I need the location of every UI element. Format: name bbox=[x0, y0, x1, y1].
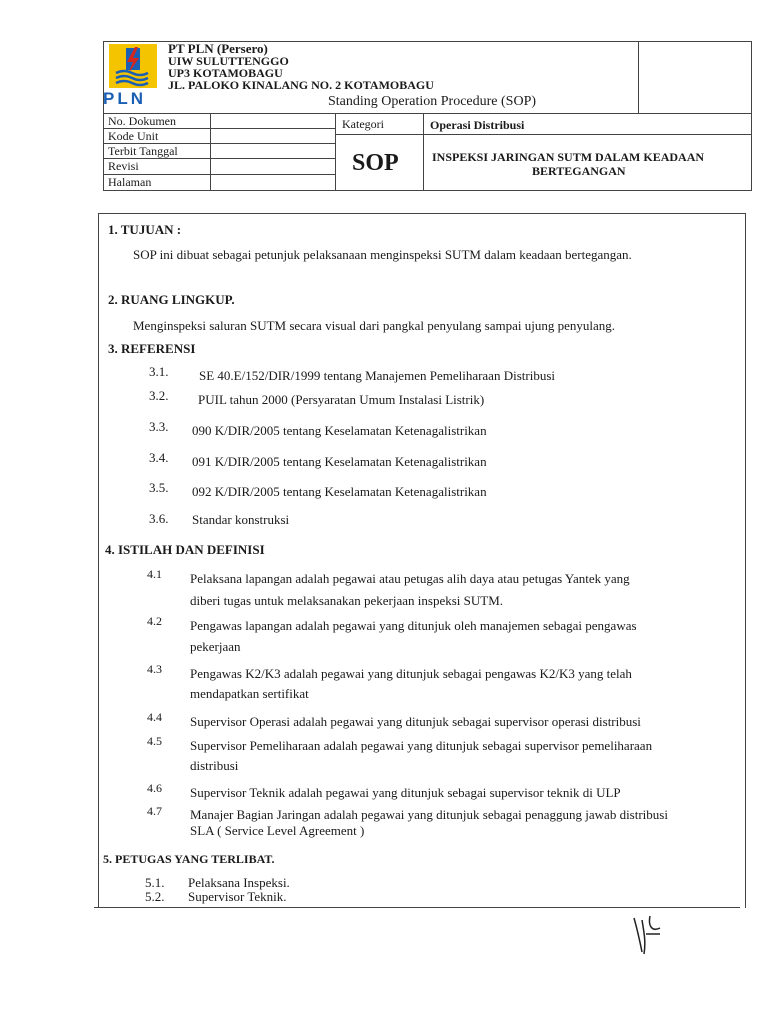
section-2-title: 2. RUANG LINGKUP. bbox=[108, 292, 235, 307]
pln-logo-icon bbox=[108, 43, 158, 89]
ref-num: 3.2. bbox=[149, 388, 169, 403]
signature-mark bbox=[630, 912, 670, 956]
unit-line-2: UP3 KOTAMOBAGU bbox=[168, 66, 283, 80]
def-line-1: Pengawas lapangan adalah pegawai yang ditunjuk oleh manajemen sebagai pengawas bbox=[190, 618, 637, 633]
def-line-1: Supervisor Operasi adalah pegawai yang ditunjuk sebagai supervisor operasi distribusi bbox=[190, 714, 641, 729]
doc-type-title: Standing Operation Procedure (SOP) bbox=[328, 94, 537, 109]
section-1-title: 1. TUJUAN : bbox=[108, 222, 182, 237]
section-4-title: 4. ISTILAH DAN DEFINISI bbox=[105, 542, 265, 557]
ref-num: 3.3. bbox=[149, 419, 169, 434]
kategori-value: Operasi Distribusi bbox=[430, 118, 525, 132]
logo-text: PLN bbox=[103, 89, 146, 108]
ref-text: Standar konstruksi bbox=[192, 512, 290, 527]
sop-title-line-1: INSPEKSI JARINGAN SUTM DALAM KEADAAN bbox=[432, 150, 705, 164]
ref-num: 3.5. bbox=[149, 480, 169, 495]
def-num: 4.4 bbox=[147, 710, 162, 724]
section-2-text: Menginspeksi saluran SUTM secara visual dari pangkal penyulang sampai ujung penyulang. bbox=[133, 318, 615, 333]
def-line-1: Pengawas K2/K3 adalah pegawai yang ditunjuk sebagai pengawas K2/K3 yang telah bbox=[190, 666, 632, 681]
meta-terbit-tanggal: Terbit Tanggal bbox=[108, 144, 178, 158]
def-line-1: Manajer Bagian Jaringan adalah pegawai yang ditunjuk sebagai penaggung jawab distribusi bbox=[190, 807, 668, 822]
meta-no-dokumen: No. Dokumen bbox=[108, 114, 176, 128]
section-3-title: 3. REFERENSI bbox=[108, 341, 196, 356]
def-num: 4.6 bbox=[147, 781, 162, 795]
staff-text: Supervisor Teknik. bbox=[188, 889, 287, 904]
def-line-2: diberi tugas untuk melaksanakan pekerjaan inspeksi SUTM. bbox=[190, 593, 504, 608]
staff-text: Pelaksana Inspeksi. bbox=[188, 875, 290, 890]
ref-text: 090 K/DIR/2005 tentang Keselamatan Ketenagalistrikan bbox=[192, 423, 487, 438]
address-line: JL. PALOKO KINALANG NO. 2 KOTAMOBAGU bbox=[168, 78, 434, 92]
sop-label: SOP bbox=[352, 150, 399, 176]
ref-text: PUIL tahun 2000 (Persyaratan Umum Instalasi Listrik) bbox=[198, 392, 485, 407]
def-num: 4.1 bbox=[147, 567, 162, 581]
meta-kode-unit: Kode Unit bbox=[108, 129, 159, 143]
def-num: 4.5 bbox=[147, 734, 162, 748]
def-line-2: mendapatkan sertifikat bbox=[190, 686, 309, 701]
ref-text: 091 K/DIR/2005 tentang Keselamatan Ketenagalistrikan bbox=[192, 454, 487, 469]
company-name: PT PLN (Persero) bbox=[168, 41, 268, 56]
ref-num: 3.4. bbox=[149, 450, 169, 465]
section-5-title: 5. PETUGAS YANG TERLIBAT. bbox=[103, 852, 275, 866]
section-1-text: SOP ini dibuat sebagai petunjuk pelaksanaan menginspeksi SUTM dalam keadaan bertegangan. bbox=[133, 247, 632, 262]
def-line-2: SLA ( Service Level Agreement ) bbox=[190, 823, 365, 838]
def-num: 4.3 bbox=[147, 662, 162, 676]
ref-num: 3.1. bbox=[149, 364, 169, 379]
ref-text: 092 K/DIR/2005 tentang Keselamatan Ketenagalistrikan bbox=[192, 484, 487, 499]
kategori-label: Kategori bbox=[342, 117, 384, 131]
def-line-1: Pelaksana lapangan adalah pegawai atau petugas alih daya atau petugas Yantek yang bbox=[190, 571, 630, 586]
ref-text: SE 40.E/152/DIR/1999 tentang Manajemen Pemeliharaan Distribusi bbox=[199, 368, 555, 383]
meta-revisi: Revisi bbox=[108, 159, 139, 173]
staff-num: 5.1. bbox=[145, 875, 165, 890]
def-num: 4.2 bbox=[147, 614, 162, 628]
def-line-1: Supervisor Pemeliharaan adalah pegawai yang ditunjuk sebagai supervisor pemeliharaan bbox=[190, 738, 653, 753]
unit-line-1: UIW SULUTTENGGO bbox=[168, 54, 289, 68]
ref-num: 3.6. bbox=[149, 511, 169, 526]
staff-num: 5.2. bbox=[145, 889, 165, 904]
def-line-2: distribusi bbox=[190, 758, 239, 773]
def-line-2: pekerjaan bbox=[190, 639, 241, 654]
def-line-1: Supervisor Teknik adalah pegawai yang ditunjuk sebagai supervisor teknik di ULP bbox=[190, 785, 621, 800]
meta-halaman: Halaman bbox=[108, 175, 152, 189]
def-num: 4.7 bbox=[147, 804, 162, 818]
sop-title-line-2: BERTEGANGAN bbox=[532, 164, 626, 178]
